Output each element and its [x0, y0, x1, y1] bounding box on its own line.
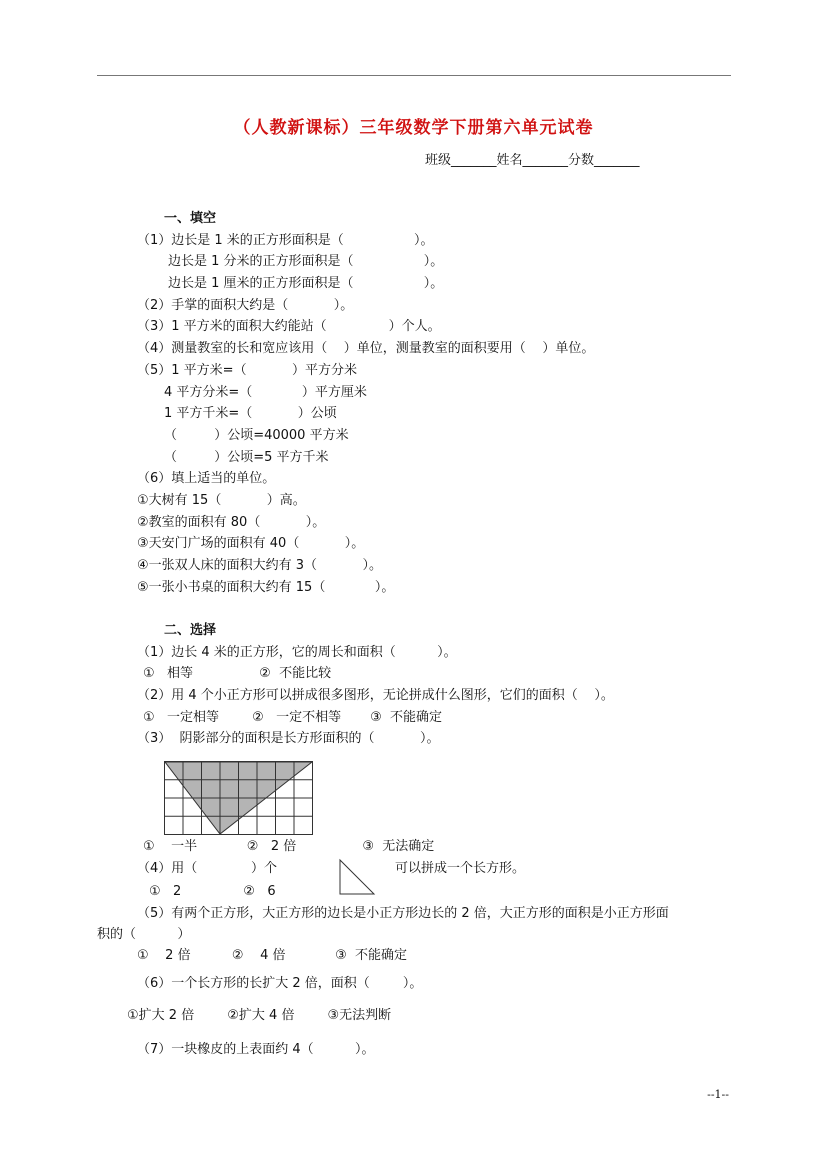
- question-line: （5）1 平方米=（ ）平方分米: [137, 363, 358, 378]
- question-line: 边长是 1 厘米的正方形面积是（ ）。: [168, 276, 444, 291]
- question-line: 1 平方千米=（ ）公顷: [164, 406, 337, 421]
- question-line: （6）一个长方形的长扩大 2 倍，面积（ ）。: [137, 976, 423, 991]
- question-line: （5）有两个正方形，大正方形的边长是小正方形边长的 2 倍，大正方形的面积是小正方形面: [137, 906, 669, 921]
- question-line: （ ）公顷=5 平方千米: [164, 450, 329, 465]
- question-line: （7）一块橡皮的上表面约 4（ ）。: [137, 1042, 375, 1057]
- question-line: （ ）公顷=40000 平方米: [164, 428, 349, 443]
- page-title: （人教新课标）三年级数学下册第六单元试卷: [233, 118, 594, 138]
- question-line: ⑤一张小书桌的面积大约有 15（ ）。: [137, 580, 395, 595]
- question-line: （3）1 平方米的面积大约能站（ ）个人。: [137, 319, 441, 334]
- question-line: ①大树有 15（ ）高。: [137, 493, 306, 508]
- question-line: ④一张双人床的面积大约有 3（ ）。: [137, 558, 383, 573]
- section1-heading: 一、填空: [164, 211, 217, 226]
- question-line: （1）边长是 1 米的正方形面积是（ ）。: [137, 233, 434, 248]
- student-info-line: 班级_______姓名_______分数_______: [425, 153, 640, 168]
- question-line: （3） 阴影部分的面积是长方形面积的（ ）。: [137, 731, 440, 746]
- question-line: 积的（ ）: [97, 927, 191, 942]
- question-line: （2）用 4 个小正方形可以拼成很多图形，无论拼成什么图形，它们的面积（ ）。: [137, 688, 614, 703]
- option-line: ① 2 ② 6: [149, 884, 276, 899]
- question-line: 4 平方分米=（ ）平方厘米: [164, 385, 367, 400]
- question-line: （2）手掌的面积大约是（ ）。: [137, 298, 354, 313]
- option-line: ① 一定相等 ② 一定不相等 ③ 不能确定: [143, 710, 443, 725]
- question-line: 边长是 1 分米的正方形面积是（ ）。: [168, 254, 444, 269]
- question-line: （1）边长 4 米的正方形，它的周长和面积（ ）。: [137, 645, 457, 660]
- question-line: （4）用（ ）个: [137, 861, 277, 876]
- question-line: （4）测量教室的长和宽应该用（ ）单位，测量教室的面积要用（ ）单位。: [137, 341, 595, 356]
- option-line: ①扩大 2 倍 ②扩大 4 倍 ③无法判断: [127, 1008, 392, 1023]
- section2-heading: 二、选择: [164, 623, 217, 638]
- page-number: --1--: [707, 1088, 729, 1101]
- header-rule: [97, 75, 731, 76]
- question-line: （6）填上适当的单位。: [137, 471, 276, 486]
- right-triangle-figure: [338, 858, 376, 896]
- question-line: ③天安门广场的面积有 40（ ）。: [137, 536, 365, 551]
- question-line: 可以拼成一个长方形。: [395, 861, 526, 876]
- option-line: ① 一半 ② 2 倍 ③ 无法确定: [143, 839, 435, 854]
- shaded-grid-figure: [164, 761, 313, 835]
- option-line: ① 相等 ② 不能比较: [143, 666, 332, 681]
- question-line: ②教室的面积有 80（ ）。: [137, 515, 326, 530]
- option-line: ① 2 倍 ② 4 倍 ③ 不能确定: [137, 948, 408, 963]
